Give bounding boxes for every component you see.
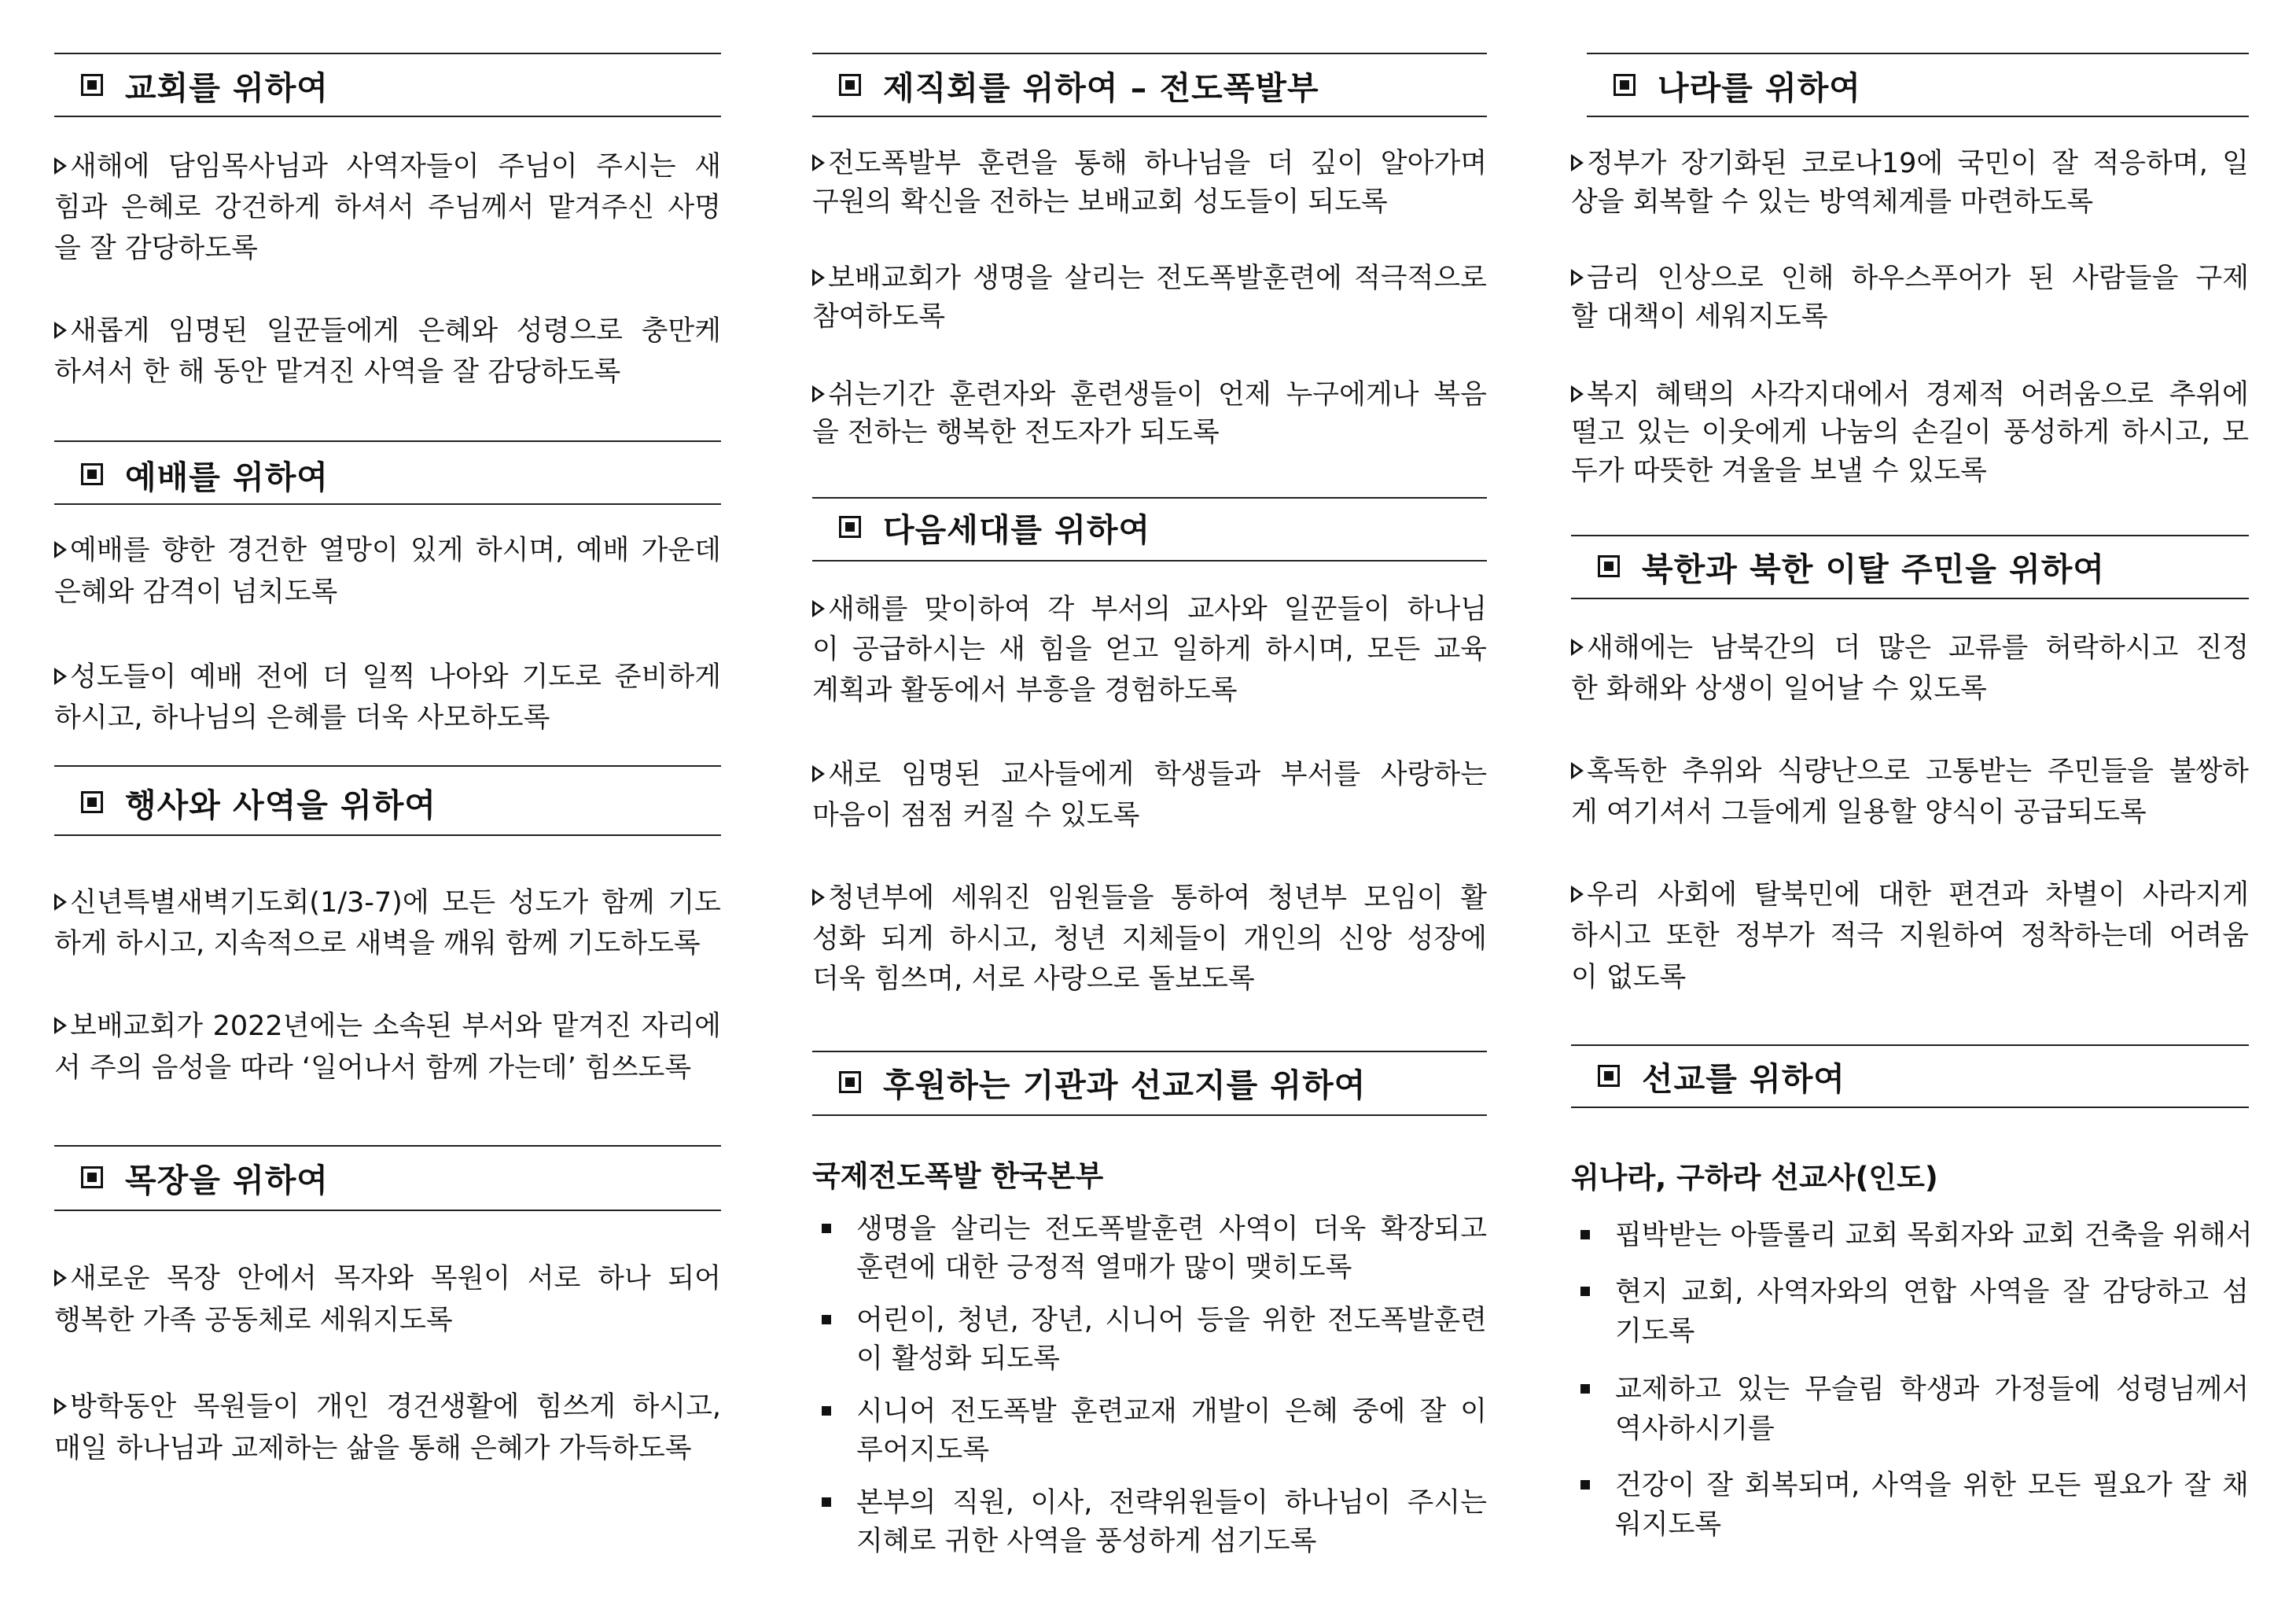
bullet-line: 현지 교회, 사역자와의 연합 사역을 잘 감당하고 섬 (1615, 1276, 2249, 1308)
right-triangle-outline-icon (812, 889, 825, 906)
bullet-line: 본부의 직원, 이사, 전략위원들이 하나님이 주시는 (856, 1487, 1487, 1519)
prayer-item-line: 보배교회가 2022년에는 소속된 부서와 맡겨진 자리에 (54, 1006, 721, 1047)
boxed-square-icon (839, 516, 861, 538)
missionary-subheading: 위나라, 구하라 선교사(인도) (1571, 1161, 1938, 1195)
bullet-line: 이 활성화 되도록 (856, 1343, 1060, 1375)
column-3 (1571, 0, 2253, 1624)
section-title (1571, 543, 2105, 590)
organization-subheading: 국제전도폭발 한국본부 (812, 1159, 1104, 1193)
boxed-square-icon (1613, 74, 1636, 96)
section-top-rule (54, 765, 721, 767)
section-top-rule (812, 497, 1487, 499)
prayer-item-line: 을 잘 감당하도록 (54, 233, 258, 264)
black-square-bullet-icon (822, 1315, 831, 1324)
prayer-item-line: 참여하도록 (812, 301, 946, 333)
section-top-rule (54, 440, 721, 442)
black-square-bullet-icon (822, 1497, 831, 1507)
section-title-text: 후원하는 기관과 선교지를 위하여 (883, 1066, 1367, 1104)
right-triangle-outline-icon (1571, 385, 1584, 403)
right-triangle-outline-icon (54, 668, 67, 685)
right-triangle-outline-icon (54, 541, 67, 558)
prayer-item-line: 새롭게 임명된 일꾼들에게 은혜와 성령으로 충만케 (54, 311, 721, 352)
prayer-item-line: 하시고, 하나님의 은혜를 더욱 사모하도록 (54, 702, 550, 734)
section-bottom-rule (54, 503, 721, 505)
bullet-line: 시니어 전도폭발 훈련교재 개발이 은혜 중에 잘 이 (856, 1396, 1487, 1427)
prayer-item-line: 보배교회가 생명을 살리는 전도폭발훈련에 적극적으로 (812, 258, 1487, 299)
prayer-item-line: 우리 사회에 탈북민에 대한 편견과 차별이 사라지게 (1571, 875, 2249, 915)
section-bottom-rule (1571, 1107, 2249, 1108)
black-square-bullet-icon (822, 1224, 831, 1233)
section-bottom-rule (812, 1114, 1487, 1116)
prayer-item-line: 이 공급하시는 새 힘을 얻고 일하게 하시며, 모든 교육 (812, 634, 1487, 665)
column-2 (812, 0, 1487, 1624)
bullet-line: 교제하고 있는 무슬림 학생과 가정들에 성령님께서 (1615, 1374, 2249, 1405)
bullet-line: 지혜로 귀한 사역을 풍성하게 섬기도록 (856, 1526, 1317, 1557)
prayer-item-line: 정부가 장기화된 코로나19에 국민이 잘 적응하며, 일 (1571, 143, 2249, 184)
right-triangle-outline-icon (1571, 762, 1584, 779)
right-triangle-outline-icon (54, 322, 67, 339)
prayer-item-line: 새로 임명된 교사들에게 학생들과 부서를 사랑하는 (812, 754, 1487, 795)
bullet-line: 기도록 (1615, 1316, 1695, 1347)
prayer-item-line: 게 여기셔서 그들에게 일용할 양식이 공급되도록 (1571, 797, 2147, 828)
right-triangle-outline-icon (1571, 154, 1584, 171)
boxed-square-icon (1598, 555, 1620, 577)
right-triangle-outline-icon (54, 1269, 67, 1287)
section-bottom-rule (812, 116, 1487, 117)
prayer-item-line: 마음이 점점 커질 수 있도록 (812, 800, 1140, 831)
prayer-item-line: 을 전하는 행복한 전도자가 되도록 (812, 417, 1220, 448)
bullet-line: 어린이, 청년, 장년, 시니어 등을 위한 전도폭발훈련 (856, 1305, 1487, 1336)
section-top-rule (54, 53, 721, 54)
bullet-line: 훈련에 대한 긍정적 열매가 많이 맺히도록 (856, 1252, 1352, 1283)
right-triangle-outline-icon (1571, 886, 1584, 903)
prayer-item-line: 이 없도록 (1571, 962, 1687, 993)
right-triangle-outline-icon (1571, 269, 1584, 286)
prayer-item-line: 성화 되게 하시고, 청년 지체들이 개인의 신앙 성장에 (812, 923, 1487, 955)
section-top-rule (1587, 53, 2249, 54)
section-title (812, 61, 1319, 109)
section-top-rule (812, 1051, 1487, 1052)
section-title-text: 선교를 위하여 (1642, 1059, 1845, 1098)
prayer-item-line: 금리 인상으로 인해 하우스푸어가 된 사람들을 구제 (1571, 258, 2249, 299)
prayer-item-line: 성도들이 예배 전에 더 일찍 나아와 기도로 준비하게 (54, 657, 721, 698)
black-square-bullet-icon (822, 1406, 831, 1416)
right-triangle-outline-icon (812, 269, 825, 286)
right-triangle-outline-icon (812, 154, 825, 171)
section-bottom-rule (812, 560, 1487, 562)
section-title-text: 교회를 위하여 (125, 68, 329, 107)
boxed-square-icon (839, 74, 861, 96)
prayer-item-line: 하시고 또한 정부가 적극 지원하여 정착하는데 어려움 (1571, 920, 2249, 952)
prayer-item-line: 구원의 확신을 전하는 보배교회 성도들이 되도록 (812, 186, 1388, 218)
prayer-item-line: 혹독한 추위와 식량난으로 고통받는 주민들을 불쌍하 (1571, 751, 2249, 792)
right-triangle-outline-icon (812, 385, 825, 403)
boxed-square-icon (81, 1166, 103, 1188)
section-title-text: 나라를 위하여 (1658, 68, 1861, 107)
prayer-item-line: 복지 혜택의 사각지대에서 경제적 어려움으로 추위에 (1571, 374, 2249, 415)
section-title-text: 제직회를 위하여 – 전도폭발부 (883, 68, 1319, 107)
boxed-square-icon (81, 74, 103, 96)
prayer-item-line: 상을 회복할 수 있는 방역체계를 마련하도록 (1571, 186, 2094, 218)
section-title-text: 행사와 사역을 위하여 (125, 786, 437, 824)
black-square-bullet-icon (1580, 1287, 1590, 1296)
section-bottom-rule (54, 834, 721, 836)
section-title-text: 예배를 위하여 (125, 458, 329, 496)
bullet-line: 역사하시기를 (1615, 1413, 1775, 1445)
section-top-rule (1571, 1044, 2249, 1046)
section-title-text: 북한과 북한 이탈 주민을 위하여 (1642, 550, 2105, 588)
prayer-item-line: 하게 하시고, 지속적으로 새벽을 깨워 함께 기도하도록 (54, 928, 701, 959)
bullet-line: 생명을 살리는 전도폭발훈련 사역이 더욱 확장되고 (856, 1213, 1487, 1245)
right-triangle-outline-icon (812, 765, 825, 783)
prayer-item-line: 한 화해와 상생이 일어날 수 있도록 (1571, 673, 1987, 705)
prayer-item-line: 할 대책이 세워지도록 (1571, 301, 1828, 333)
prayer-item-line: 두가 따뜻한 겨울을 보낼 수 있도록 (1571, 455, 1987, 487)
section-title (812, 1059, 1366, 1106)
prayer-item-line: 은혜와 감격이 넘치도록 (54, 576, 338, 608)
prayer-item-line: 힘과 은혜로 강건하게 하셔서 주님께서 맡겨주신 사명 (54, 192, 721, 223)
section-title-text: 목장을 위하여 (125, 1161, 329, 1199)
prayer-item-line: 예배를 향한 경건한 열망이 있게 하시며, 예배 가운데 (54, 530, 721, 571)
right-triangle-outline-icon (54, 1017, 67, 1034)
prayer-item-line: 하셔서 한 해 동안 맡겨진 사역을 잘 감당하도록 (54, 356, 621, 388)
section-bottom-rule (54, 1210, 721, 1211)
bullet-line: 핍박받는 아뜰롤리 교회 목회자와 교회 건축을 위해서 (1615, 1220, 2253, 1251)
bullet-line: 워지도록 (1615, 1509, 1722, 1541)
prayer-item-line: 서 주의 음성을 따라 ‘일어나서 함께 가는데’ 힘쓰도록 (54, 1052, 692, 1084)
black-square-bullet-icon (1580, 1384, 1590, 1394)
section-top-rule (1571, 535, 2249, 536)
right-triangle-outline-icon (812, 600, 825, 617)
boxed-square-icon (839, 1071, 861, 1093)
right-triangle-outline-icon (54, 157, 67, 175)
section-title (1571, 1052, 1845, 1099)
bullet-line: 건강이 잘 회복되며, 사역을 위한 모든 필요가 잘 채 (1615, 1470, 2249, 1501)
right-triangle-outline-icon (1571, 639, 1584, 656)
prayer-item-line: 청년부에 세워진 임원들을 통하여 청년부 모임이 활 (812, 878, 1487, 919)
section-title (1587, 61, 1861, 109)
right-triangle-outline-icon (54, 893, 67, 911)
section-title-text: 다음세대를 위하여 (883, 510, 1151, 549)
prayer-item-line: 신년특별새벽기도회(1/3-7)에 모든 성도가 함께 기도 (54, 882, 721, 923)
section-title (54, 779, 436, 826)
column-1 (54, 0, 721, 1624)
prayer-item-line: 더욱 힘쓰며, 서로 사랑으로 돌보도록 (812, 963, 1255, 995)
section-title (54, 451, 329, 498)
prayer-item-line: 방학동안 목원들이 개인 경건생활에 힘쓰게 하시고, (54, 1386, 721, 1427)
prayer-item-line: 행복한 가족 공동체로 세워지도록 (54, 1305, 453, 1336)
boxed-square-icon (1598, 1065, 1620, 1087)
prayer-item-line: 매일 하나님과 교제하는 삶을 통해 은혜가 가득하도록 (54, 1433, 692, 1464)
section-bottom-rule (54, 116, 721, 117)
boxed-square-icon (81, 791, 103, 813)
section-title (812, 503, 1150, 551)
prayer-item-line: 전도폭발부 훈련을 통해 하나님을 더 깊이 알아가며 (812, 143, 1487, 184)
prayer-item-line: 새해에 담임목사님과 사역자들이 주님이 주시는 새 (54, 146, 721, 187)
black-square-bullet-icon (1580, 1230, 1590, 1239)
prayer-item-line: 쉬는기간 훈련자와 훈련생들이 언제 누구에게나 복음 (812, 374, 1487, 415)
right-triangle-outline-icon (54, 1398, 67, 1415)
prayer-item-line: 새해에는 남북간의 더 많은 교류를 허락하시고 진정 (1571, 628, 2249, 668)
black-square-bullet-icon (1580, 1480, 1590, 1490)
section-title (54, 1154, 329, 1201)
prayer-item-line: 새해를 맞이하여 각 부서의 교사와 일꾼들이 하나님 (812, 589, 1487, 630)
prayer-item-line: 새로운 목장 안에서 목자와 목원이 서로 하나 되어 (54, 1258, 721, 1299)
bullet-line: 루어지도록 (856, 1434, 990, 1466)
section-top-rule (812, 53, 1487, 54)
prayer-item-line: 계획과 활동에서 부흥을 경험하도록 (812, 675, 1238, 706)
section-bottom-rule (1587, 116, 2249, 117)
boxed-square-icon (81, 463, 103, 485)
prayer-item-line: 떨고 있는 이웃에게 나눔의 손길이 풍성하게 하시고, 모 (1571, 417, 2249, 448)
section-top-rule (54, 1145, 721, 1147)
section-bottom-rule (1571, 598, 2249, 599)
section-title (54, 61, 329, 109)
